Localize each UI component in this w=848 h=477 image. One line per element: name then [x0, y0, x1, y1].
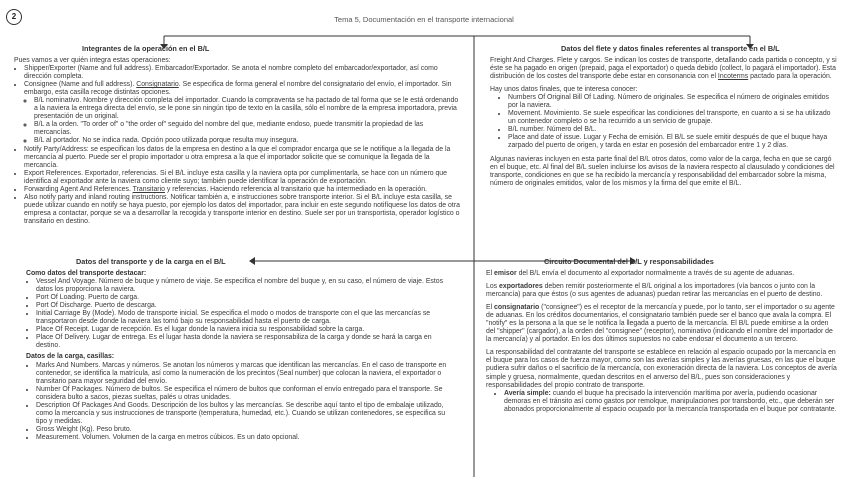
- section-flete-body: [490, 57, 840, 193]
- responsabilidad-paragraph: La responsabilidad del contratante del transporte se establece en relación al espacio ocupado por la mercancía en el buque para los casos de fuerza mayor, como son las averías simples y las averías gruesas, en las que el buque pudiera sufrir daños o el sacrificio de la mercancía, con exoneración directa de la naviera. Los conceptos de avería simple y gruesa, normalmente, quedan descritos en el anverso del B/L, pues son consideraciones y responsabilidades del propio contrato de transporte.: [486, 349, 837, 389]
- intro-text: Pues vamos a ver quién integra estas operaciones:: [14, 57, 171, 64]
- list-item: ◦ B/L nominativo. Nombre y dirección completa del importador. Cuando la compraventa se ha pactado de tal forma que se le está ordenando a la naviera la entrega directa del envío, se le pone sin ningún tipo de texto en la casilla, sólo el nombre de la empresa importadora, previa presentación de un original.: [34, 97, 462, 121]
- list-item: • Place and date of issue. Lugar y Fecha de emisión. El B/L se suele emitir después de que el buque haya zarpado del puerto de origen, y tarda en estar en posesión del embarcador entre 1 y 2 días.: [508, 134, 840, 150]
- transport-subheading: Como datos del transporte destacar:: [26, 270, 147, 277]
- list-item: • Forwarding Agent And References. Transitario y referencias. Haciendo referencia al transitario que ha intermediado en la operación.: [24, 186, 462, 194]
- list-item: • Port Of Discharge. Puerto de descarga.: [36, 302, 454, 310]
- section-circuito-title: Circuito Documental del B/L y responsabilidades: [544, 257, 714, 266]
- section-integrantes-body: [14, 57, 462, 226]
- list-item: • Description Of Packages And Goods. Descripción de los bultos y las mercancías. Se describe aquí tanto el tipo de embalaje utilizado, como la mercancía y sus instrucciones de transporte (temperatura, humedad, etc.). Cuando se utilizan contenedores, se especifica su tipo y medidas.: [36, 402, 454, 426]
- list-item: ◦ B/L al portador. No se indica nada. Opción poco utilizada porque resulta muy insegura.: [34, 137, 462, 145]
- section-circuito-body: [486, 270, 838, 414]
- list-item: • Place Of Receipt. Lugar de recepción. Es el lugar donde la naviera inicia su responsabilidad sobre la carga.: [36, 326, 454, 334]
- list-item: • Also notify party and inland routing instructions. Notificar también a, e instrucciones sobre transporte interior. Si el B/L incluye esta casilla, se puede utilizar cuando en notify se haya puesto, por ejemplo los datos del importador, para incluir en este segundo notifíquese los datos de otra empresa a contactar, porque se va a desarrollar la recogida y transporte interior en destino. Suele ser por un transportista, operador logístico o transitario en destino.: [24, 194, 462, 226]
- list-item: • Port Of Loading. Puerto de carga.: [36, 294, 454, 302]
- list-item: • Vessel And Voyage. Número de buque y número de viaje. Se especifica el nombre del buque y, en su caso, el número de viaje. Estos datos los proporciona la naviera.: [36, 278, 454, 294]
- freight-paragraph: Freight And Charges. Flete y cargos. Se indican los costes de transporte, detallando cada partida o concepto, y si éste se ha pagado en origen (prepaid, paga el exportador) o queda debido (collect, lo pagará el importador). Esta distribución de los costes del transporte debe estar en consonancia con el Incoterms pactado para la operación.: [490, 57, 837, 81]
- exportadores-paragraph: Los exportadores deben remitir posteriormente el B/L original a los importadores (vía bancos o junto con la mercancía) para que éstos (o sus agentes de aduanas) puedan retirar las mercancías en el puerto de destino.: [486, 283, 823, 299]
- list-item: • Movement. Movimiento. Se suele especificar las condiciones del transporte, en cuanto a si se ha utilizado un contenedor completo o se ha recurrido a un servicio de grupaje.: [508, 110, 840, 126]
- list-item: • Initial Carriage By (Mode). Modo de transporte inicial. Se especifica el modo o modos de transporte con el que las mercancías se transportaron desde donde la naviera las tomó bajo su responsabilidad hasta el puerto de carga.: [36, 310, 454, 326]
- list-item: • Avería simple: cuando el buque ha precisado la intervención marítima por avería, pudiendo ocasionar demoras en el tránsito así como gastos por remolque, manipulaciones por transbordo, etc., que deberán ser abonados proporcionalmente al espacio ocupado por la mercancía transportada en el buque por contratante.: [504, 390, 838, 414]
- consignatario-paragraph: El consignatario ("consignee") es el receptor de la mercancía y puede, por lo tanto, ser el importador o su agente de aduanas. En los créditos documentarios, el consignatario también puede ser el banco que avala la compra. El "notify" es la persona a la que se le notifica la llegada a puerto de la mercancía. El B/L puede emitirse a la orden del "shipper" (cargador), a la orden del "consignee" (receptor), nominativo (indicando el nombre del importador de la mercancía) y al portador. En los dos últimos supuestos no cabe endosar el documento a un tercero.: [486, 304, 835, 344]
- list-item: • Numbers Of Original Bill Of Lading. Número de originales. Se especifica el número de originales emitidos por la naviera.: [508, 94, 840, 110]
- list-item: • Export References. Exportador, referencias. Si el B/L incluye esta casilla y la naviera opta por cumplimentarla, se hace con un número que identifica al exportador ante la naviera como cliente suyo; también puede identificar la operación de exportación.: [24, 170, 462, 186]
- page-number-badge: 2: [6, 9, 22, 25]
- list-item: ◦ B/L a la orden. "To order of" o "the order of" seguido del nombre del que, mediante endoso, puede transmitir la propiedad de las mercancías.: [34, 121, 462, 137]
- list-item: • Place Of Delivery. Lugar de entrega. Es el lugar hasta donde la naviera se responsabiliza de la carga y donde se hará la carga en destino.: [36, 334, 454, 350]
- arrow-transporte: [249, 257, 255, 265]
- page-title: Tema 5, Documentación en el transporte internacional: [334, 15, 514, 24]
- section-transporte-body: [26, 270, 454, 442]
- section-transporte-title: Datos del transporte y de la carga en el B/L: [76, 257, 226, 266]
- emisor-paragraph: El emisor del B/L envía el documento al exportador normalmente a través de su agente de aduanas.: [486, 270, 795, 277]
- section-flete-title: Datos del flete y datos finales referentes al transporte en el B/L: [561, 44, 780, 53]
- list-item: • Number Of Packages. Número de bultos. Se especifica el número de bultos que conforman el envío entregado para el transporte. Se considera bulto a sacos, piezas sueltas, palés u otras unidades.: [36, 386, 454, 402]
- list-item: • Gross Weight (Kg). Peso bruto.: [36, 426, 454, 434]
- list-item: • Notify Party/Address: se especifican los datos de la empresa en destino a la que el comprador encarga que se le notifique a la llegada de la mercancía al puerto. Puede ser el propio importador u otra empresa a la que el importador solicite que se comunique la llegada de la mercancía.: [24, 146, 462, 170]
- list-item: • Marks And Numbers. Marcas y números. Se anotan los números y marcas que identifican las mercancías. En el caso de transporte en contenedor, se identifica la matrícula, así como la numeración de los precintos (Seal number) que colocan la naviera, el exportador o transitario para mayor seguridad del envío.: [36, 362, 454, 386]
- cargo-subheading: Datos de la carga, casillas:: [26, 353, 115, 361]
- list-item: • Measurement. Volumen. Volumen de la carga en metros cúbicos. Es un dato opcional.: [36, 434, 454, 442]
- intro-text: Hay unos datos finales, que te interesa conocer:: [490, 86, 638, 94]
- section-integrantes-title: Integrantes de la operación en el B/L: [82, 44, 210, 53]
- list-item: • Consignee (Name and full address). Consignatario. Se especifica de forma general el nombre del consignatario del envío, el importador. Sin embargo, esta casilla recoge distintas opciones. ◦ B/L nominativo. Nombre y dirección completa del importador. Cuando la compraventa se ha pactado de tal forma que se le está ordenando a la naviera la entrega directa del envío, se le pone sin ningún tipo de texto en la casilla, sólo el nombre de la empresa importadora, previa presentación de un original. ◦ B/L a la orden. "To order of" o "the order of" seguido del nombre del que, mediante endoso, puede transmitir la propiedad de las mercancías. ◦ B/L al portador. No se indica nada. Opción poco utilizada porque resulta muy insegura.: [24, 81, 462, 145]
- list-item: • Shipper/Exporter (Name and full address). Embarcador/Exportador. Se anota el nombre completo del embarcador/exportador, así como dirección completa.: [24, 65, 462, 81]
- closing-paragraph: Algunas navieras incluyen en esta parte final del B/L otros datos, como valor de la carga, fecha en que se cargó en el buque, etc. Al final del B/L suelen incluirse los avisos de la naviera respecto al clausulado y condiciones del transporte, condiciones en que se ha recibido la mercancía y responsabilidad del embarcador sobre la misma, número de originales emitidos, valor de los mismos y la firma del que emite el B/L.: [490, 155, 835, 187]
- list-item: • B/L number. Número del B/L.: [508, 126, 840, 134]
